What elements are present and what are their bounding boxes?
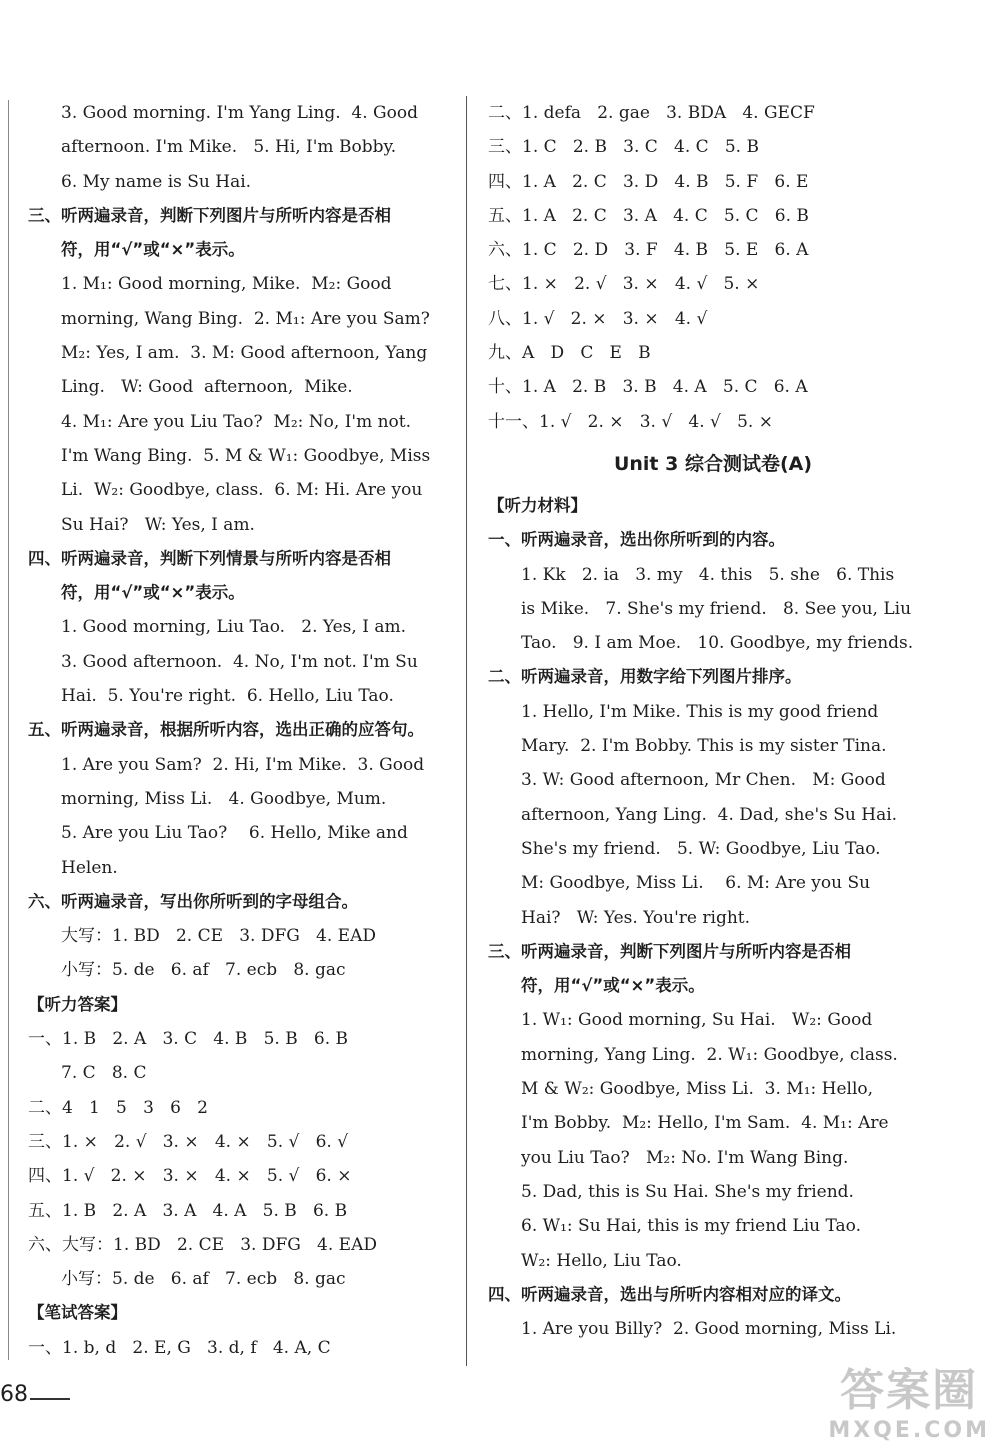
text-line: 1. M₁: Good morning, Mike. M₂: Good — [61, 274, 392, 295]
section-heading: 六、听两遍录音，写出你所听到的字母组合。 — [28, 891, 358, 911]
text-line: 二、1. defa 2. gae 3. BDA 4. GECF — [488, 103, 815, 123]
text-line: Tao. 9. I am Moe. 10. Goodbye, my friends. — [521, 633, 914, 654]
section-heading: 符，用“√”或“×”表示。 — [521, 976, 705, 996]
watermark — [828, 1354, 990, 1443]
text-line: Mary. 2. I'm Bobby. This is my sister Tina. — [521, 736, 887, 757]
text-line: 6. W₁: Su Hai, this is my friend Liu Tao. — [521, 1216, 862, 1237]
text-line: 四、1. A 2. C 3. D 4. B 5. F 6. E — [488, 171, 809, 192]
text-line: 五、1. A 2. C 3. A 4. C 5. C 6. B — [488, 205, 809, 226]
right-column — [488, 96, 918, 1346]
text-line: 小写：5. de 6. af 7. ecb 8. gac — [61, 1269, 346, 1290]
section-heading: 【听力材料】 — [488, 495, 587, 515]
page-number-dash — [30, 1398, 70, 1400]
text-line: morning, Yang Ling. 2. W₁: Goodbye, class. — [521, 1044, 898, 1065]
section-heading: 符，用“√”或“×”表示。 — [61, 583, 245, 603]
text-line: 1. Are you Sam? 2. Hi, I'm Mike. 3. Good — [61, 754, 425, 775]
text-line: 六、大写：1. BD 2. CE 3. DFG 4. EAD — [28, 1234, 377, 1255]
text-line: 十、1. A 2. B 3. B 4. A 5. C 6. A — [488, 377, 808, 398]
section-heading: 四、听两遍录音，选出与所听内容相对应的译文。 — [488, 1284, 851, 1304]
section-heading: 符，用“√”或“×”表示。 — [61, 240, 245, 260]
section-heading: 【听力答案】 — [28, 994, 127, 1014]
text-line: I'm Bobby. M₂: Hello, I'm Sam. 4. M₁: Are — [521, 1113, 889, 1134]
text-line: 1. Kk 2. ia 3. my 4. this 5. she 6. This — [521, 564, 895, 585]
text-line: 7. C 8. C — [61, 1063, 147, 1084]
text-line: She's my friend. 5. W: Goodbye, Liu Tao. — [521, 838, 881, 859]
text-line: Ling. W: Good afternoon, Mike. — [61, 377, 353, 398]
text-line: 6. My name is Su Hai. — [61, 171, 252, 192]
text-line: 三、1. × 2. √ 3. × 4. × 5. √ 6. √ — [28, 1131, 349, 1152]
left-column — [28, 96, 458, 1365]
text-line: 3. W: Good afternoon, Mr Chen. M: Good — [521, 770, 886, 791]
text-line: afternoon, Yang Ling. 4. Dad, she's Su Hai. — [521, 804, 898, 825]
text-line: Helen. — [61, 857, 118, 878]
text-line: 二、4 1 5 3 6 2 — [28, 1097, 208, 1118]
text-line: Hai. 5. You're right. 6. Hello, Liu Tao. — [61, 686, 394, 707]
section-heading: 五、听两遍录音，根据所听内容，选出正确的应答句。 — [28, 720, 424, 740]
section-heading: 二、听两遍录音，用数字给下列图片排序。 — [488, 667, 802, 687]
text-line: 5. Are you Liu Tao? 6. Hello, Mike and — [61, 823, 408, 844]
text-line: M₂: Yes, I am. 3. M: Good afternoon, Yang — [61, 343, 428, 364]
watermark-logo: 答案圈 — [840, 1365, 979, 1416]
text-line: 六、1. C 2. D 3. F 4. B 5. E 6. A — [488, 240, 809, 261]
text-line: you Liu Tao? M₂: No. I'm Wang Bing. — [521, 1147, 849, 1168]
text-line: M: Goodbye, Miss Li. 6. M: Are you Su — [521, 873, 871, 894]
text-line: 五、1. B 2. A 3. A 4. A 5. B 6. B — [28, 1200, 348, 1221]
section-heading: 三、听两遍录音，判断下列图片与所听内容是否相 — [28, 205, 391, 225]
text-line: 3. Good morning. I'm Yang Ling. 4. Good — [61, 103, 418, 123]
text-line: 七、1. × 2. √ 3. × 4. √ 5. × — [488, 274, 760, 295]
text-line: 九、A D C E B — [488, 343, 651, 364]
text-line: 1. Are you Billy? 2. Good morning, Miss Li. — [521, 1319, 897, 1340]
text-line: is Mike. 7. She's my friend. 8. See you, Liu — [521, 598, 912, 619]
text-line: 一、1. b, d 2. E, G 3. d, f 4. A, C — [28, 1337, 331, 1358]
text-line: 大写：1. BD 2. CE 3. DFG 4. EAD — [61, 926, 376, 947]
text-line: M & W₂: Goodbye, Miss Li. 3. M₁: Hello, — [521, 1079, 874, 1100]
right-column-materials — [488, 489, 918, 1346]
text-line: morning, Wang Bing. 2. M₁: Are you Sam? — [61, 308, 430, 329]
section-heading: 【笔试答案】 — [28, 1303, 127, 1323]
watermark-url: MXQE.COM — [828, 1418, 990, 1443]
unit-title: Unit 3 综合测试卷(A) — [613, 452, 813, 475]
column-divider — [466, 96, 467, 1366]
text-line: morning, Miss Li. 4. Goodbye, Mum. — [61, 788, 387, 809]
text-line: 十一、1. √ 2. × 3. √ 4. √ 5. × — [488, 411, 773, 432]
text-line: 1. Hello, I'm Mike. This is my good friend — [521, 701, 879, 722]
section-heading: 一、听两遍录音，选出你所听到的内容。 — [488, 530, 785, 550]
text-line: Hai? W: Yes. You're right. — [521, 907, 751, 928]
section-heading: 三、听两遍录音，判断下列图片与所听内容是否相 — [488, 941, 851, 961]
text-line: 3. Good afternoon. 4. No, I'm not. I'm Su — [61, 651, 418, 672]
text-line: 一、1. B 2. A 3. C 4. B 5. B 6. B — [28, 1029, 349, 1050]
text-line: 小写：5. de 6. af 7. ecb 8. gac — [61, 960, 346, 981]
text-line: afternoon. I'm Mike. 5. Hi, I'm Bobby. — [61, 137, 397, 158]
text-line: 1. Good morning, Liu Tao. 2. Yes, I am. — [61, 617, 406, 638]
text-line: 4. M₁: Are you Liu Tao? M₂: No, I'm not. — [61, 411, 412, 432]
left-margin-rule — [8, 100, 9, 1360]
text-line: 八、1. √ 2. × 3. × 4. √ — [488, 308, 708, 329]
text-line: 四、1. √ 2. × 3. × 4. × 5. √ 6. × — [28, 1166, 352, 1187]
text-line: 三、1. C 2. B 3. C 4. C 5. B — [488, 137, 759, 158]
section-heading: 四、听两遍录音，判断下列情景与所听内容是否相 — [28, 548, 391, 568]
right-column-answers — [488, 96, 918, 439]
text-line: Li. W₂: Goodbye, class. 6. M: Hi. Are you — [61, 480, 423, 501]
text-line: W₂: Hello, Liu Tao. — [521, 1250, 682, 1271]
text-line: Su Hai? W: Yes, I am. — [61, 514, 255, 535]
page-number: 68 — [0, 1382, 28, 1407]
text-line: 5. Dad, this is Su Hai. She's my friend. — [521, 1181, 854, 1202]
text-line: 1. W₁: Good morning, Su Hai. W₂: Good — [521, 1010, 873, 1031]
text-line: I'm Wang Bing. 5. M & W₁: Goodbye, Miss — [61, 445, 431, 466]
